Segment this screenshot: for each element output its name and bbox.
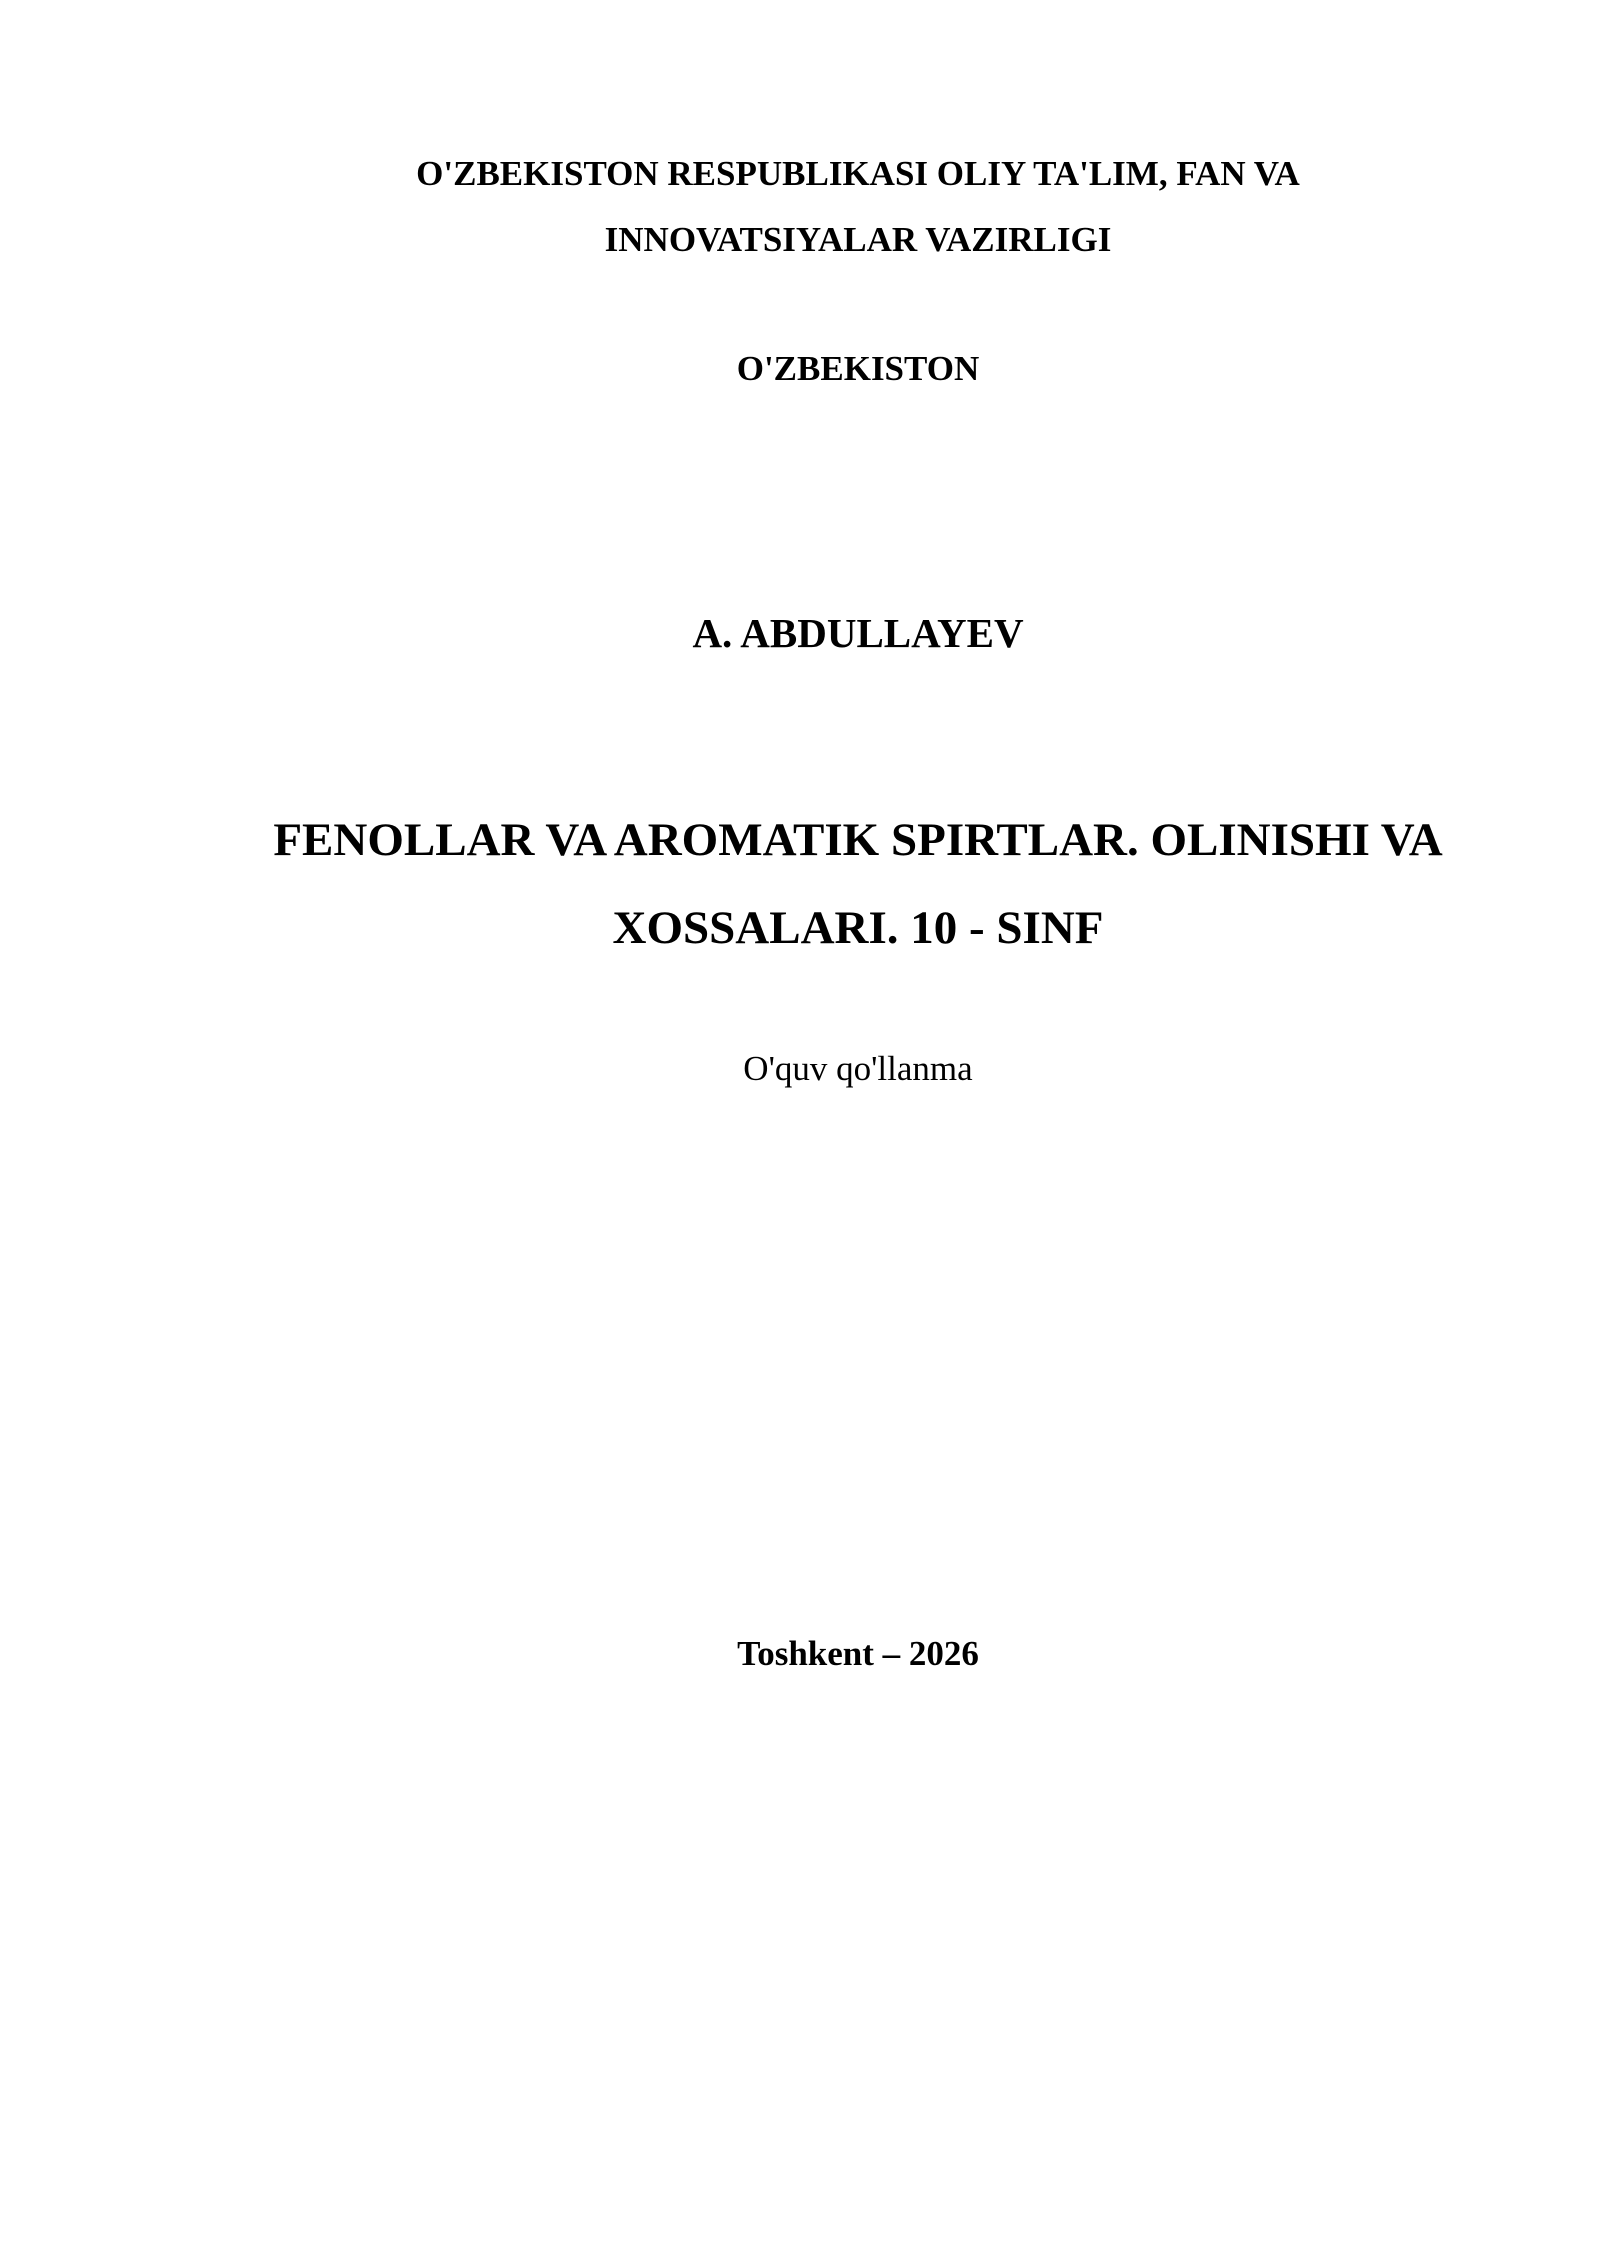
place-and-year: Toshkent – 2026 — [737, 1634, 979, 1673]
ministry-name-line-2: INNOVATSIYALAR VAZIRLIGI — [604, 220, 1112, 259]
document-title-line-2: XOSSALARI. 10 - SINF — [612, 902, 1104, 954]
ministry-name-line-1: O'ZBEKISTON RESPUBLIKASI OLIY TA'LIM, FAN VA — [416, 154, 1300, 193]
document-type: O'quv qo'llanma — [743, 1049, 973, 1088]
region-heading: O'ZBEKISTON — [736, 349, 980, 388]
document-title-line-1: FENOLLAR VA AROMATIK SPIRTLAR. OLINISHI VA — [273, 814, 1443, 866]
author-name: A. ABDULLAYEV — [692, 610, 1024, 656]
